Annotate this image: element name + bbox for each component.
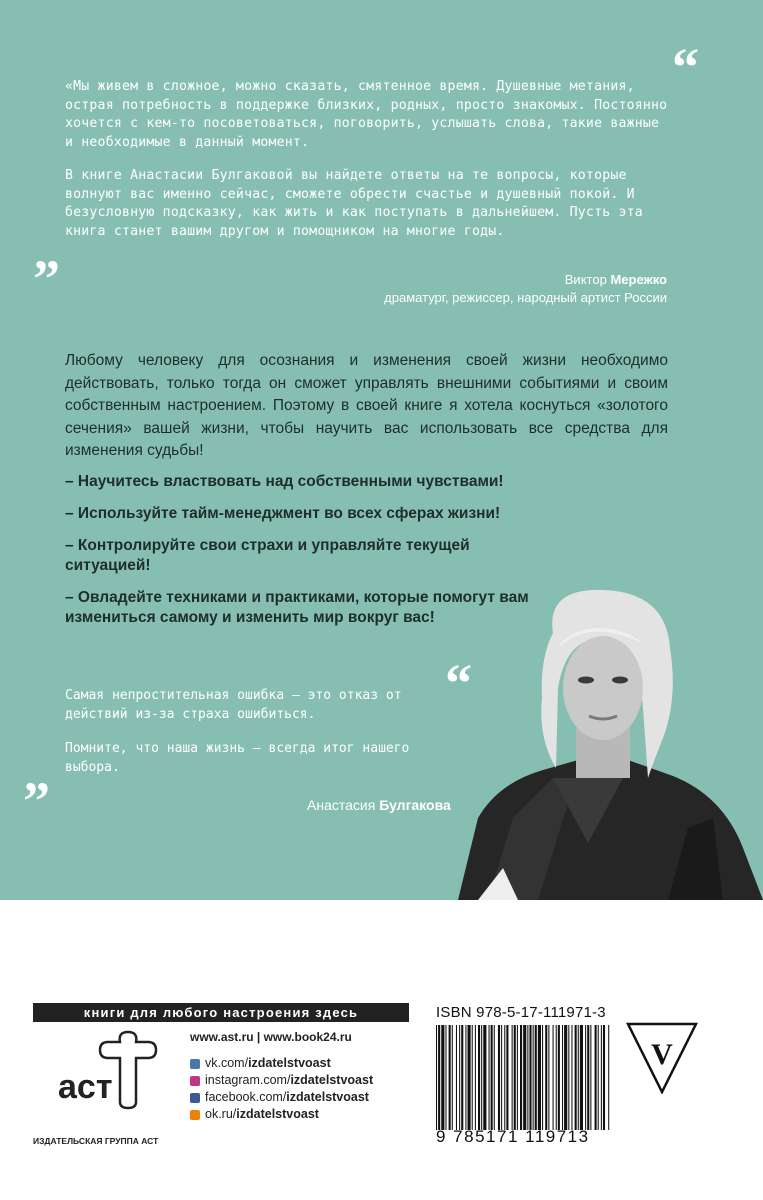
quote-2-paragraph-2: Помните, что наша жизнь — всегда итог нашего выбора. — [65, 741, 410, 775]
odnoklassniki-icon — [190, 1110, 200, 1120]
quote-1-text — [65, 78, 670, 256]
main-description: Любому человеку для осознания и изменения своей жизни необходимо действовать, только тогда он сможет управлять внешними событиями и своим собственным настроением. Поэтому в своей книге я хотела коснуться «золотого сечения» вашей жизни, чтобы научить вас использовать все средства для изменения судьбы! — [65, 352, 668, 459]
barcode-bar — [489, 1025, 490, 1130]
barcode-bar — [456, 1025, 457, 1130]
barcode — [434, 1025, 614, 1130]
barcode-bar — [498, 1025, 500, 1130]
barcode-bar — [595, 1025, 597, 1130]
barcode-bar — [436, 1025, 437, 1130]
barcode-bar — [538, 1025, 541, 1130]
barcode-bar — [598, 1025, 599, 1130]
logo-text: аст — [58, 1068, 113, 1106]
barcode-bar — [571, 1025, 572, 1130]
barcode-bar — [590, 1025, 591, 1130]
barcode-bar — [512, 1025, 513, 1130]
barcode-bar — [445, 1025, 446, 1130]
barcode-bar — [520, 1025, 522, 1130]
close-quote-mark-1: ” — [33, 249, 60, 309]
barcode-bar — [438, 1025, 440, 1130]
barcode-bar — [545, 1025, 547, 1130]
barcode-bar — [465, 1025, 466, 1130]
isbn: ISBN 978-5-17-111971-3 — [436, 1004, 606, 1021]
ast-logo — [58, 1030, 158, 1110]
barcode-bar — [533, 1025, 534, 1130]
barcode-bar — [459, 1025, 460, 1130]
facebook-icon — [190, 1093, 200, 1103]
barcode-bar — [475, 1025, 476, 1130]
social-links — [190, 1055, 373, 1123]
barcode-bar — [523, 1025, 526, 1130]
quote-1-author — [565, 272, 667, 287]
barcode-bar — [568, 1025, 569, 1130]
barcode-bar — [501, 1025, 502, 1130]
barcode-bar — [608, 1025, 609, 1130]
barcode-bar — [517, 1025, 518, 1130]
quote-1-paragraph-1: «Мы живем в сложное, можно сказать, смятенное время. Душевные метания, острая потребность в поддержке близких, родных, просто знакомых. Постоянно хочется с кем-то посоветоваться, поговорить, услышать слова, такие важные и необходимые в данный момент. — [65, 79, 668, 150]
bullet-item: – Научитесь властвовать над собственными чувствами! — [65, 473, 504, 490]
publisher-websites[interactable]: www.ast.ru | www.book24.ru — [190, 1030, 352, 1044]
author-first-name: Анастасия — [307, 797, 376, 813]
barcode-bar — [506, 1025, 508, 1130]
publisher-caption: ИЗДАТЕЛЬСКАЯ ГРУППА АСТ — [33, 1136, 159, 1146]
barcode-bar — [441, 1025, 444, 1130]
bullet-item: – Овладейте техниками и практиками, которые помогут вам измениться самому и изменить мир вокруг вас! — [65, 589, 529, 626]
quote-2-paragraph-1: Самая непростительная ошибка — это отказ от действий из-за страха ошибиться. — [65, 688, 402, 722]
barcode-bar — [468, 1025, 471, 1130]
vk-icon — [190, 1059, 200, 1069]
quote-2-author — [307, 797, 451, 813]
barcode-bar — [562, 1025, 563, 1130]
barcode-bar — [494, 1025, 495, 1130]
barcode-bar — [491, 1025, 493, 1130]
social-link-odnoklassniki[interactable]: ok.ru/ izdatelstvoast — [190, 1106, 373, 1123]
barcode-bar — [601, 1025, 602, 1130]
barcode-bar — [580, 1025, 583, 1130]
bullet-item: – Используйте тайм-менеджмент во всех сферах жизни! — [65, 505, 501, 522]
barcode-bar — [527, 1025, 528, 1130]
quote-2-text — [65, 686, 455, 792]
barcode-bar — [585, 1025, 586, 1130]
barcode-bar — [556, 1025, 557, 1130]
barcode-bar — [578, 1025, 579, 1130]
barcode-bar — [452, 1025, 453, 1130]
open-quote-mark-2: “ — [445, 653, 472, 713]
quote-1-paragraph-2: В книге Анастасии Булгаковой вы найдете ответы на те вопросы, которые волнуют вас именно сейчас, сможете обрести счастье и душевный покой. И безусловную подсказку, как жить и как поступать в дальнейшем. Пусть эта книга станет вашим другом и помощником на многие годы. — [65, 168, 643, 239]
age-mark-letter: V — [651, 1038, 673, 1071]
barcode-bar — [461, 1025, 463, 1130]
barcode-bar — [483, 1025, 486, 1130]
barcode-number: 9 785171 119713 — [436, 1127, 590, 1146]
barcode-bar — [558, 1025, 560, 1130]
barcode-bar — [553, 1025, 554, 1130]
social-link-facebook[interactable]: facebook.com/ izdatelstvoast — [190, 1089, 373, 1106]
barcode-bar — [535, 1025, 537, 1130]
barcode-bar — [504, 1025, 505, 1130]
barcode-bar — [603, 1025, 605, 1130]
author-photo — [458, 588, 763, 900]
social-link-vk[interactable]: vk.com/ izdatelstvoast — [190, 1055, 373, 1072]
barcode-bar — [449, 1025, 451, 1130]
author-last-name: Мережко — [610, 272, 667, 287]
barcode-bar — [542, 1025, 543, 1130]
close-quote-mark-2: ” — [23, 771, 50, 831]
barcode-bar — [481, 1025, 482, 1130]
barcode-bar — [575, 1025, 577, 1130]
instagram-icon — [190, 1076, 200, 1086]
barcode-bar — [564, 1025, 567, 1130]
author-first-name: Виктор — [564, 272, 607, 287]
barcode-bar — [514, 1025, 516, 1130]
barcode-bar — [478, 1025, 480, 1130]
barcode-bar — [548, 1025, 549, 1130]
author-last-name: Булгакова — [379, 797, 451, 813]
barcode-bar — [587, 1025, 589, 1130]
quote-1-author-role: драматург, режиссер, народный артист России — [384, 290, 667, 305]
social-link-instagram[interactable]: instagram.com/ izdatelstvoast — [190, 1072, 373, 1089]
barcode-bar — [529, 1025, 531, 1130]
bullet-item: – Контролируйте свои страхи и управляйте текущей ситуацией! — [65, 537, 470, 574]
age-mark-icon — [626, 1022, 698, 1094]
open-quote-mark-1: “ — [672, 37, 699, 97]
barcode-bar — [472, 1025, 473, 1130]
publisher-slogan: книги для любого настроения здесь — [33, 1003, 409, 1022]
